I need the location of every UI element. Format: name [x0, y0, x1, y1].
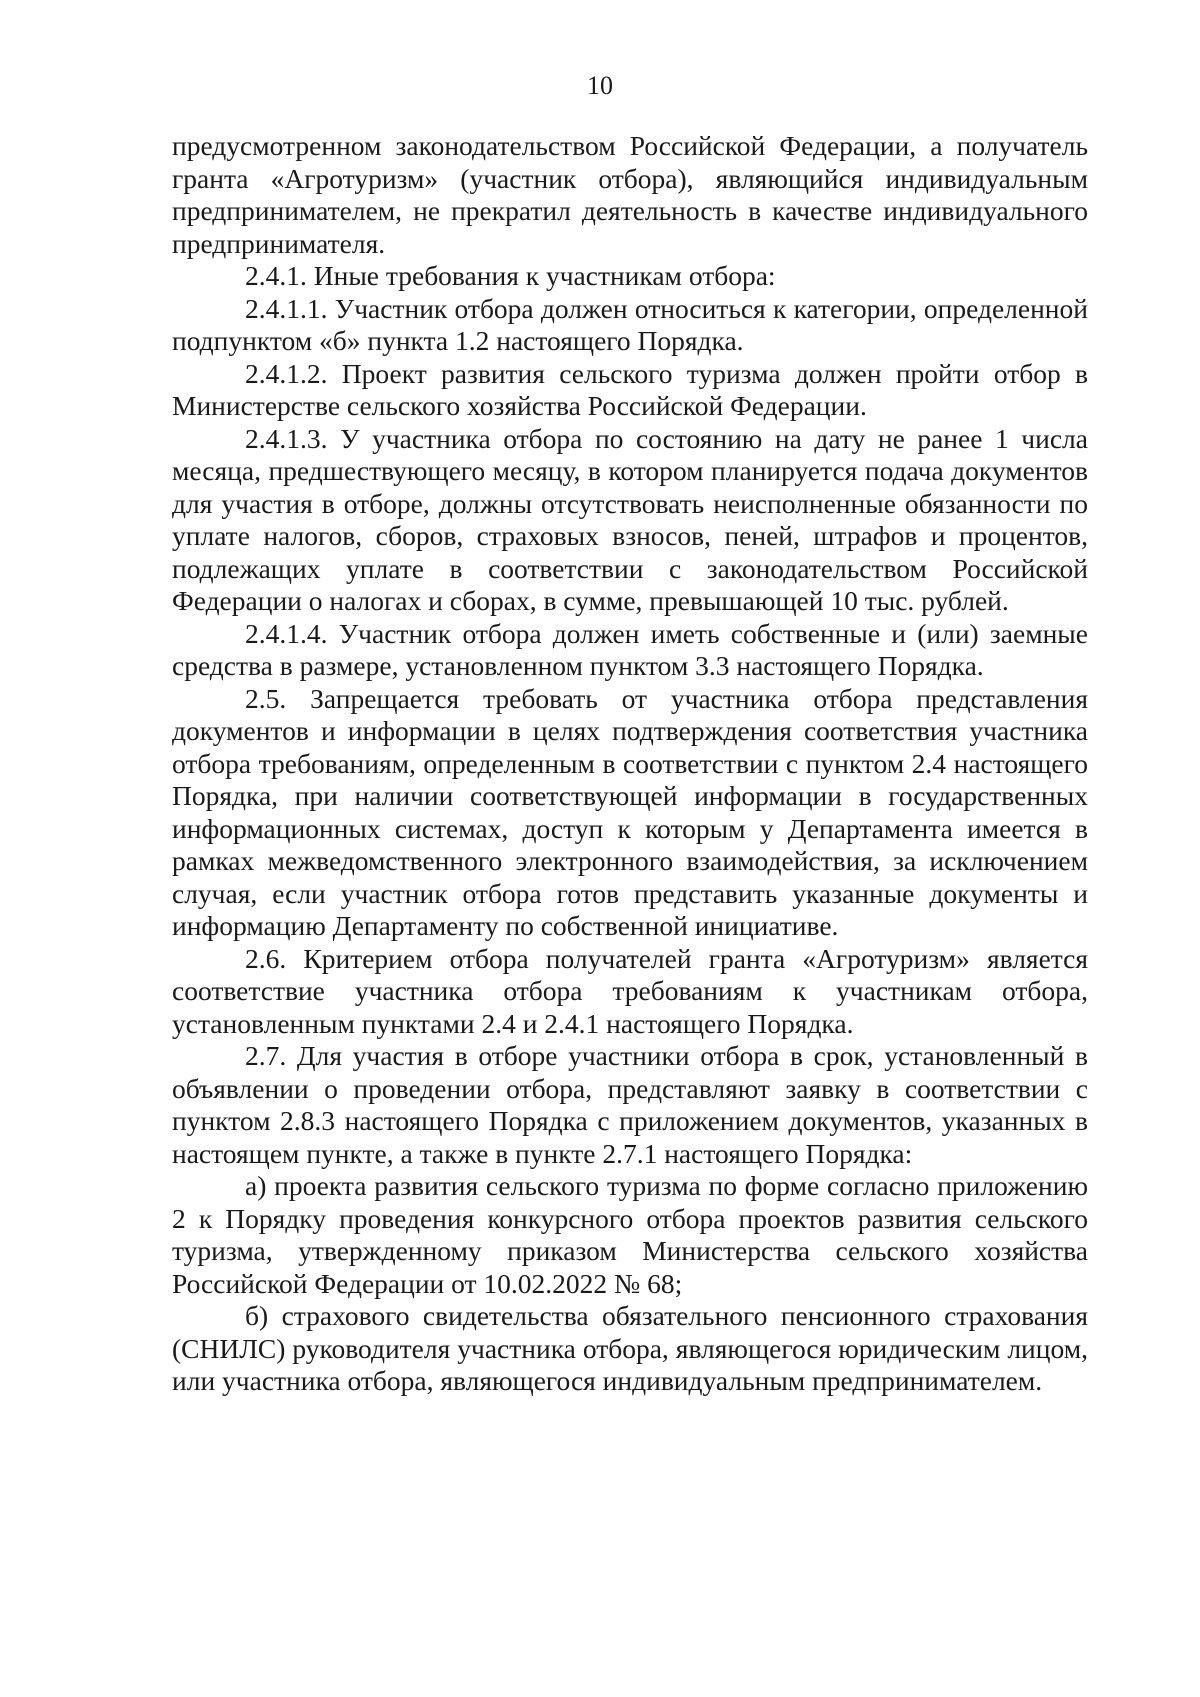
- paragraph-2-7: 2.7. Для участия в отборе участники отбора в срок, установленный в объявлении о проведении отбора, представляют заявку в соответствии с пунктом 2.8.3 настоящего Порядка с приложением документов, указанных в настоящем пункте, а также в пункте 2.7.1 настоящего Порядка:: [172, 1040, 1088, 1169]
- document-body: [172, 130, 1088, 1398]
- paragraph-2-4-1-3: 2.4.1.3. У участника отбора по состоянию на дату не ранее 1 числа месяца, предшествующего месяцу, в котором планируется подача документов для участия в отборе, должны отсутствовать неисполненные обязанности по уплате налогов, сборов, страховых взносов, пеней, штрафов и процентов, подлежащих уплате в соответствии с законодательством Российской Федерации о налогах и сборах, в сумме, превышающей 10 тыс. рублей.: [172, 422, 1088, 616]
- paragraph-item-a: а) проекта развития сельского туризма по форме согласно приложению 2 к Порядку проведения конкурсного отбора проектов развития сельского туризма, утвержденному приказом Министерства сельского хозяйства Российской Федерации от 10.02.2022 № 68;: [172, 1170, 1088, 1299]
- page-number: 10: [587, 71, 613, 100]
- paragraph-2-4-1: 2.4.1. Иные требования к участникам отбора:: [245, 260, 776, 291]
- paragraph-2-5: 2.5. Запрещается требовать от участника отбора представления документов и информации в целях подтверждения соответствия участника отбора требованиям, определенным в соответствии с пунктом 2.4 настоящего Порядка, при наличии соответствующей информации в государственных информационных системах, доступ к которым у Департамента имеется в рамках межведомственного электронного взаимодействия, за исключением случая, если участник отбора готов представить указанные документы и информацию Департаменту по собственной инициативе.: [172, 682, 1088, 941]
- paragraph-2-4-1-2: 2.4.1.2. Проект развития сельского туризма должен пройти отбор в Министерстве сельского хозяйства Российской Федерации.: [172, 357, 1088, 421]
- paragraph-continuation: предусмотренном законодательством Российской Федерации, а получатель гранта «Агротуризм» (участник отбора), являющийся индивидуальным предпринимателем, не прекратил деятельность в качестве индивидуального предпринимателя.: [172, 130, 1088, 259]
- paragraph-2-4-1-4: 2.4.1.4. Участник отбора должен иметь собственные и (или) заемные средства в размере, установленном пунктом 3.3 настоящего Порядка.: [172, 617, 1088, 681]
- paragraph-2-6: 2.6. Критерием отбора получателей гранта «Агротуризм» является соответствие участника отбора требованиям к участникам отбора, установленным пунктами 2.4 и 2.4.1 настоящего Порядка.: [172, 942, 1088, 1039]
- paragraph-2-4-1-1: 2.4.1.1. Участник отбора должен относиться к категории, определенной подпунктом «б» пункта 1.2 настоящего Порядка.: [172, 292, 1088, 356]
- paragraph-item-b: б) страхового свидетельства обязательного пенсионного страхования (СНИЛС) руководителя участника отбора, являющегося юридическим лицом, или участника отбора, являющегося индивидуальным предпринимателем.: [172, 1300, 1088, 1396]
